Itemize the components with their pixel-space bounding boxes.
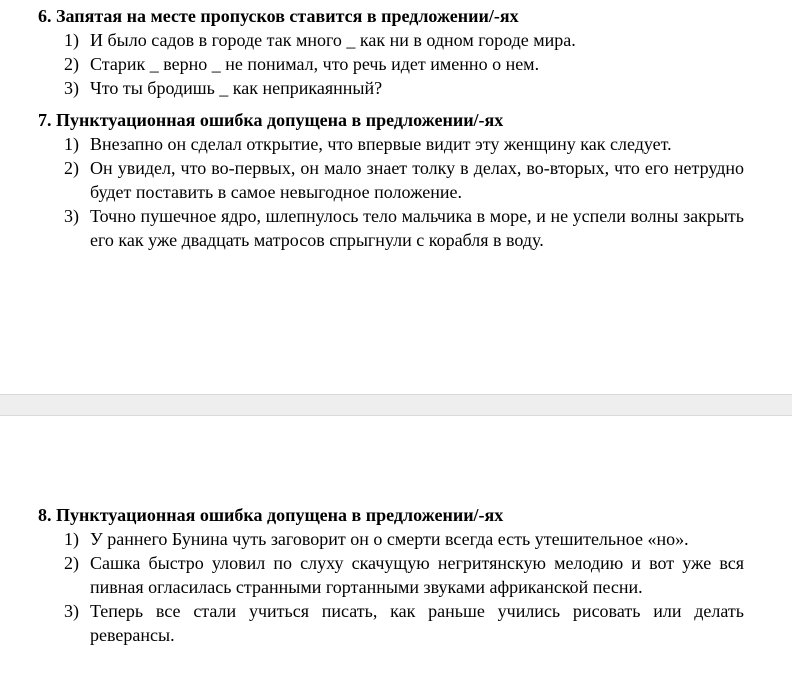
- question-6-options: [38, 28, 744, 100]
- question-8-title: 8. Пунктуационная ошибка допущена в предложении/-ях: [38, 505, 504, 525]
- page-separator: [0, 394, 792, 416]
- option-text: У раннего Бунина чуть заговорит он о смерти всегда есть утешительное «но».: [90, 529, 689, 549]
- question-6-option-1: [38, 28, 744, 52]
- question-8-option-3: [38, 599, 744, 647]
- option-number: 2): [64, 54, 79, 74]
- option-text: Сашка быстро уловил по слуху скачущую негритянскую мелодию и вот уже вся пивная огласилась странными гортанными звуками африканской песни.: [90, 553, 744, 597]
- question-6-option-3: [38, 76, 744, 100]
- question-8-option-2: [38, 551, 744, 599]
- question-7-option-1: [38, 132, 744, 156]
- option-number: 1): [64, 529, 79, 549]
- question-7-options: [38, 132, 744, 252]
- option-text: Он увидел, что во-первых, он мало знает толку в делах, во-вторых, что его нетрудно будет поставить в самое невыгодное положение.: [90, 158, 744, 202]
- option-number: 3): [64, 601, 79, 621]
- option-number: 2): [64, 553, 79, 573]
- option-text: Что ты бродишь _ как неприкаянный?: [90, 78, 383, 98]
- option-text: Старик _ верно _ не понимал, что речь идет именно о нем.: [90, 54, 540, 74]
- question-7-title: 7. Пунктуационная ошибка допущена в предложении/-ях: [38, 110, 504, 130]
- option-number: 1): [64, 30, 79, 50]
- question-8: [38, 503, 744, 647]
- option-number: 3): [64, 78, 79, 98]
- document-page-2: [0, 416, 792, 699]
- question-7: [38, 108, 744, 252]
- question-8-option-1: [38, 527, 744, 551]
- question-7-option-2: [38, 156, 744, 204]
- question-6: [38, 4, 744, 100]
- option-number: 1): [64, 134, 79, 154]
- option-text: Точно пушечное ядро, шлепнулось тело мальчика в море, и не успели волны закрыть его как уже двадцать матросов спрыгнули с корабля в воду.: [90, 206, 744, 250]
- option-text: И было садов в городе так много _ как ни в одном городе мира.: [90, 30, 576, 50]
- question-6-title: 6. Запятая на месте пропусков ставится в предложении/-ях: [38, 6, 519, 26]
- option-text: Внезапно он сделал открытие, что впервые видит эту женщину как следует.: [90, 134, 672, 154]
- question-7-option-3: [38, 204, 744, 252]
- question-6-option-2: [38, 52, 744, 76]
- question-8-options: [38, 527, 744, 647]
- option-number: 3): [64, 206, 79, 226]
- option-number: 2): [64, 158, 79, 178]
- option-text: Теперь все стали учиться писать, как раньше учились рисовать или делать реверансы.: [90, 601, 744, 645]
